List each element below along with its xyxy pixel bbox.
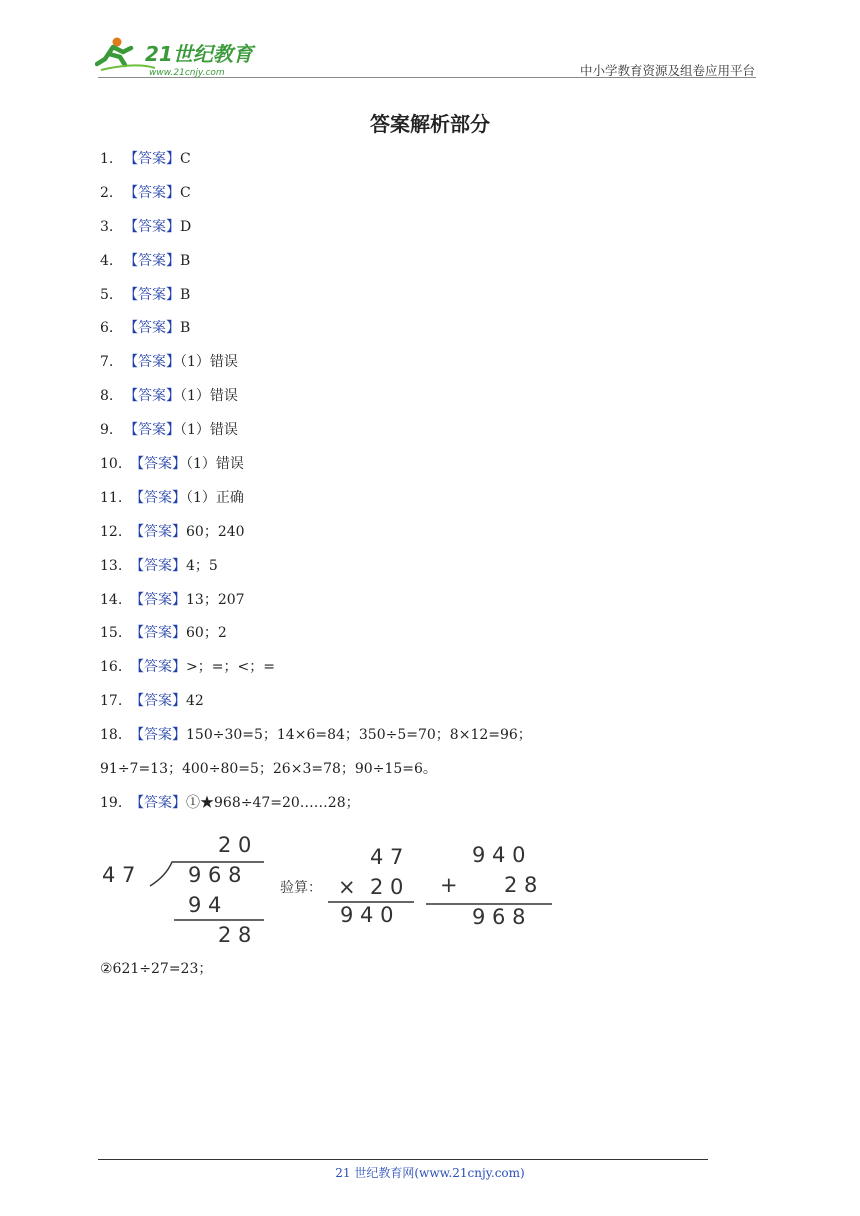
dividend: 9 6 8: [188, 863, 242, 887]
answer-tag: 【答案】: [124, 422, 180, 439]
header-divider: [98, 77, 756, 78]
plus-sign: +: [440, 873, 458, 897]
answer-row: [100, 317, 760, 351]
answer-number: 12.: [100, 523, 123, 540]
footer-text: 21 世纪教育网(www.21cnjy.com): [335, 1166, 525, 1180]
answer-text: 60；2: [186, 625, 227, 642]
answer-text: （1）错误: [180, 354, 238, 371]
answer-row: [100, 555, 760, 589]
addend-bottom: 2 8: [504, 873, 538, 897]
answer-number: 15.: [100, 625, 123, 642]
partial-product: 9 4: [188, 893, 222, 917]
answer-tag: 【答案】: [124, 184, 180, 201]
answer-number: 4.: [100, 252, 114, 269]
answer-tag: 【答案】: [130, 489, 186, 506]
multiplication-check: [328, 845, 414, 927]
answer-row: [100, 284, 760, 318]
answer-row: [100, 453, 760, 487]
answer-text: >；=；<；=: [186, 659, 275, 676]
answer-row: [100, 690, 760, 724]
answer-number: 19.: [100, 794, 123, 811]
answer-row: [100, 351, 760, 385]
answer-text: （1）错误: [180, 388, 238, 405]
answer-tag: 【答案】: [130, 625, 186, 642]
answer-number: 13.: [100, 557, 123, 574]
answer-row: [100, 182, 760, 216]
answer-text: （1）正确: [186, 489, 244, 506]
answer-tag: 【答案】: [124, 151, 180, 167]
vertical-calculation-figure: [98, 830, 558, 948]
answer-number: 14.: [100, 591, 123, 608]
remainder: 2 8: [218, 923, 252, 947]
answer-number: 6.: [100, 320, 114, 337]
answer-row: [100, 792, 760, 826]
answer-tag: 【答案】: [130, 591, 186, 608]
answer-row: [100, 419, 760, 453]
answer-text: 4；5: [186, 557, 218, 574]
answer-text: （1）错误: [186, 456, 244, 473]
logo-text: 21世纪教育: [145, 42, 253, 66]
answer-text: 150÷30=5；14×6=84；350÷5=70；8×12=96；: [186, 727, 532, 744]
answer-row: [100, 148, 760, 182]
answer-text: C: [180, 184, 191, 201]
answer-text: C: [180, 151, 191, 167]
answer-text: ①★968÷47=20……28；: [186, 794, 360, 811]
answer-row: [100, 724, 760, 758]
answer-tag: 【答案】: [130, 456, 186, 473]
answer-text: B: [180, 252, 191, 269]
answer-number: 8.: [100, 388, 114, 405]
answer-tag: 【答案】: [130, 727, 186, 744]
answer-tag: 【答案】: [124, 218, 180, 235]
long-division: [102, 833, 264, 947]
answer-list: [100, 148, 760, 826]
answer-tag: 【答案】: [124, 252, 180, 269]
footer-divider: [98, 1159, 708, 1160]
answer-tag: 【答案】: [124, 354, 180, 371]
answer-text: D: [180, 218, 192, 235]
answer-row-continuation: [100, 758, 760, 792]
answer-row: [100, 250, 760, 284]
answer-tag: 【答案】: [124, 286, 180, 303]
answer-number: 3.: [100, 218, 114, 235]
answer-tag: 【答案】: [130, 693, 186, 710]
answer-text: 42: [186, 693, 204, 710]
answer-number: 17.: [100, 693, 123, 710]
quotient: 2 0: [218, 833, 252, 857]
site-logo: [95, 34, 265, 78]
answer-number: 9.: [100, 422, 114, 439]
answer-tag: 【答案】: [130, 794, 186, 811]
answer-text: B: [180, 320, 191, 337]
answer-text: B: [180, 286, 191, 303]
answer-number: 7.: [100, 354, 114, 371]
page-title: 答案解析部分: [370, 112, 490, 136]
answer-19-part-2: ②621÷27=23；: [100, 961, 213, 977]
answer-row: [100, 487, 760, 521]
answer-number: 18.: [100, 727, 123, 744]
answer-number: 1.: [100, 151, 114, 167]
answer-row: [100, 622, 760, 656]
answer-number: 11.: [100, 489, 123, 506]
multiplier: 2 0: [370, 875, 404, 899]
answer-number: 10.: [100, 456, 123, 473]
divisor: 4 7: [102, 863, 136, 887]
answer-row: [100, 216, 760, 250]
multiplicand: 4 7: [370, 845, 404, 869]
check-label: 验算：: [280, 880, 322, 896]
answer-tag: 【答案】: [130, 659, 186, 676]
answer-tag: 【答案】: [124, 320, 180, 337]
answer-row: [100, 521, 760, 555]
multiplication-result: 9 4 0: [340, 903, 394, 927]
addend-top: 9 4 0: [472, 843, 526, 867]
answer-tag: 【答案】: [124, 388, 180, 405]
answer-row: [100, 385, 760, 419]
answer-text: 60；240: [186, 523, 245, 540]
answer-text: 91÷7=13；400÷80=5；26×3=78；90÷15=6。: [100, 761, 437, 778]
answer-number: 5.: [100, 286, 114, 303]
logo-url: www.21cnjy.com: [149, 68, 225, 78]
addition-check: [426, 843, 552, 929]
addition-result: 9 6 8: [472, 905, 526, 929]
answer-row: [100, 589, 760, 623]
answer-text: 13；207: [186, 591, 245, 608]
header-platform-text: 中小学教育资源及组卷应用平台: [579, 63, 755, 78]
multiply-sign: ×: [338, 875, 356, 899]
answer-number: 2.: [100, 184, 114, 201]
answer-number: 16.: [100, 659, 123, 676]
answer-tag: 【答案】: [130, 557, 186, 574]
answer-tag: 【答案】: [130, 523, 186, 540]
answer-text: （1）错误: [180, 422, 238, 439]
answer-row: [100, 656, 760, 690]
